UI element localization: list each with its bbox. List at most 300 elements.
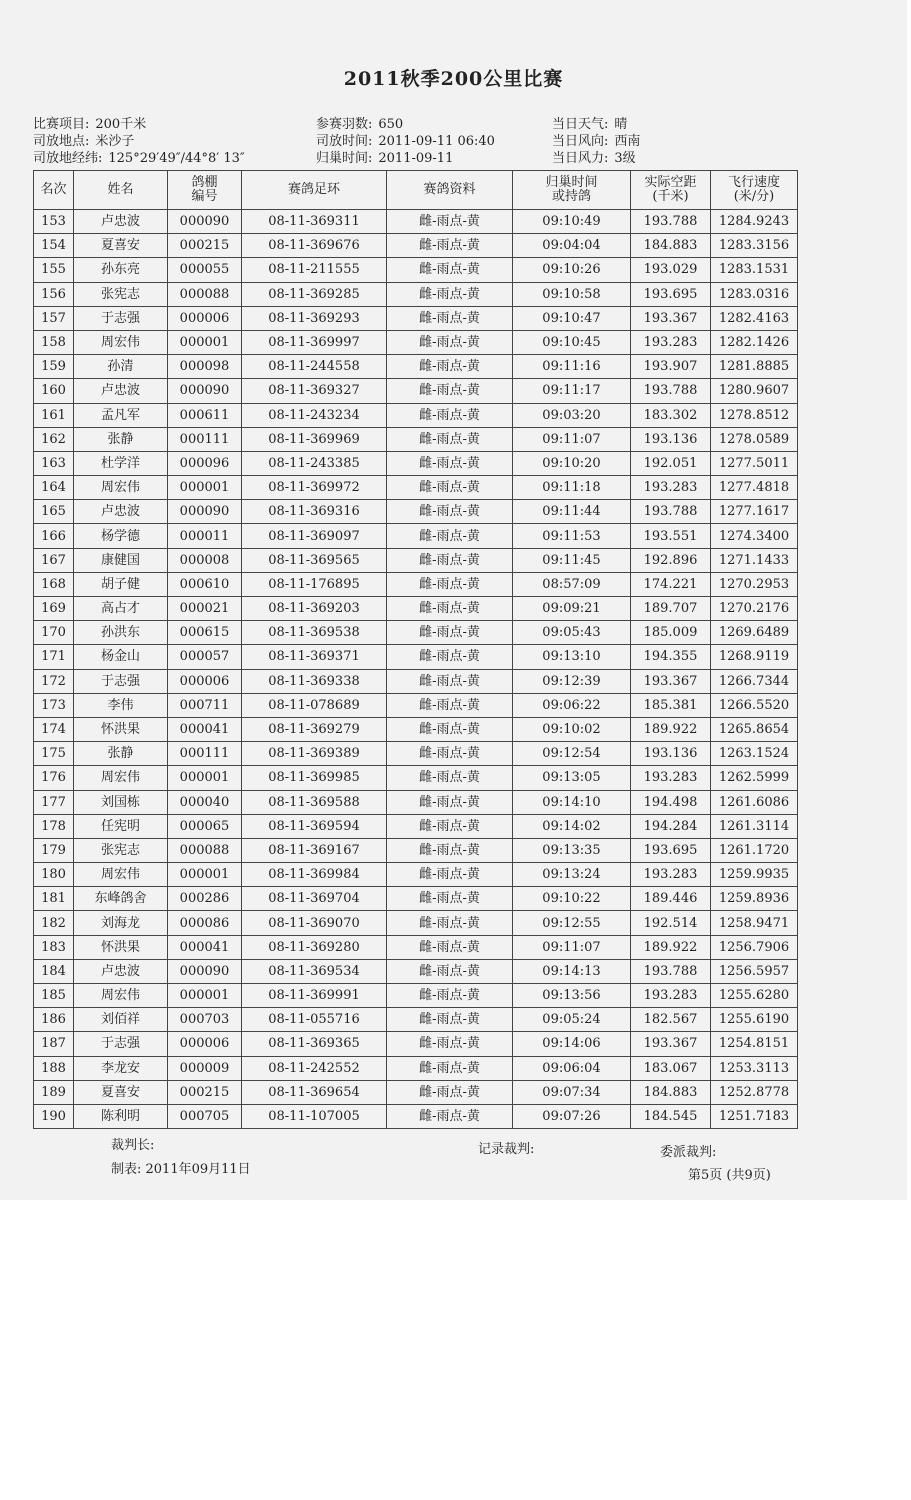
distance-cell: 194.498 [631,790,711,814]
table-row [34,330,798,354]
pigeon-info-cell: 雌-雨点-黄 [387,597,513,621]
pigeon-info-cell: 雌-雨点-黄 [387,572,513,596]
rank-cell: 187 [34,1032,74,1056]
pigeon-info-cell: 雌-雨点-黄 [387,766,513,790]
pigeon-info-cell: 雌-雨点-黄 [387,524,513,548]
rank-cell: 164 [34,476,74,500]
table-row [34,887,798,911]
pigeon-info-cell: 雌-雨点-黄 [387,621,513,645]
ring-cell: 08-11-369338 [242,669,387,693]
loft-id-cell: 000090 [168,210,242,234]
speed-cell: 1261.6086 [711,790,798,814]
rank-cell: 177 [34,790,74,814]
distance-cell: 193.283 [631,984,711,1008]
meta-value: 2011-09-11 [378,151,454,166]
pigeon-info-cell: 雌-雨点-黄 [387,1008,513,1032]
distance-cell: 192.896 [631,548,711,572]
loft-id-cell: 000215 [168,234,242,258]
name-cell: 卢忠波 [74,959,168,983]
ring-cell: 08-11-369704 [242,887,387,911]
distance-cell: 193.907 [631,355,711,379]
name-cell: 张宪志 [74,838,168,862]
speed-cell: 1274.3400 [711,524,798,548]
table-row [34,1008,798,1032]
speed-cell: 1283.1531 [711,258,798,282]
meta-return-time [316,150,453,168]
name-cell: 李伟 [74,693,168,717]
loft-id-cell: 000057 [168,645,242,669]
name-cell: 周宏伟 [74,330,168,354]
speed-cell: 1254.8151 [711,1032,798,1056]
table-row [34,669,798,693]
ring-cell: 08-11-369371 [242,645,387,669]
meta-wind-force [552,150,636,168]
distance-cell: 193.283 [631,863,711,887]
rank-cell: 160 [34,379,74,403]
distance-cell: 193.367 [631,669,711,693]
arrival-time-cell: 09:13:24 [513,863,631,887]
table-row [34,282,798,306]
pigeon-info-cell: 雌-雨点-黄 [387,306,513,330]
pigeon-info-cell: 雌-雨点-黄 [387,742,513,766]
page-number: 第5页 (共9页) [688,1168,771,1183]
meta-label: 司放时间: [316,134,373,149]
ring-cell: 08-11-176895 [242,572,387,596]
loft-id-cell: 000065 [168,814,242,838]
name-cell: 杨金山 [74,645,168,669]
ring-cell: 08-11-369285 [242,282,387,306]
col-header-loft-id: 鸽棚 编号 [168,171,242,210]
name-cell: 卢忠波 [74,379,168,403]
arrival-time-cell: 09:11:17 [513,379,631,403]
pigeon-info-cell: 雌-雨点-黄 [387,355,513,379]
name-cell: 于志强 [74,1032,168,1056]
name-cell: 周宏伟 [74,476,168,500]
distance-cell: 193.283 [631,330,711,354]
name-cell: 张宪志 [74,282,168,306]
table-row [34,258,798,282]
name-cell: 杨学德 [74,524,168,548]
loft-id-cell: 000041 [168,717,242,741]
ring-cell: 08-11-369588 [242,790,387,814]
pigeon-info-cell: 雌-雨点-黄 [387,863,513,887]
arrival-time-cell: 09:11:07 [513,935,631,959]
rank-cell: 174 [34,717,74,741]
name-cell: 夏喜安 [74,1080,168,1104]
distance-cell: 183.302 [631,403,711,427]
arrival-time-cell: 09:07:26 [513,1104,631,1128]
speed-cell: 1271.1433 [711,548,798,572]
pigeon-info-cell: 雌-雨点-黄 [387,330,513,354]
speed-cell: 1280.9607 [711,379,798,403]
loft-id-cell: 000088 [168,838,242,862]
rank-cell: 156 [34,282,74,306]
pigeon-info-cell: 雌-雨点-黄 [387,645,513,669]
arrival-time-cell: 09:07:34 [513,1080,631,1104]
ring-cell: 08-11-078689 [242,693,387,717]
distance-cell: 193.283 [631,476,711,500]
loft-id-cell: 000001 [168,984,242,1008]
speed-cell: 1255.6190 [711,1008,798,1032]
pigeon-info-cell: 雌-雨点-黄 [387,451,513,475]
name-cell: 胡子健 [74,572,168,596]
col-header-speed: 飞行速度 (米/分) [711,171,798,210]
pigeon-info-cell: 雌-雨点-黄 [387,669,513,693]
ring-cell: 08-11-243385 [242,451,387,475]
speed-cell: 1263.1524 [711,742,798,766]
recorder-label: 记录裁判: [478,1142,535,1157]
table-row [34,1104,798,1128]
speed-cell: 1282.4163 [711,306,798,330]
rank-cell: 186 [34,1008,74,1032]
table-row [34,524,798,548]
distance-cell: 189.446 [631,887,711,911]
pigeon-info-cell: 雌-雨点-黄 [387,234,513,258]
col-header-pigeon-info: 赛鸽资料 [387,171,513,210]
distance-cell: 174.221 [631,572,711,596]
loft-id-cell: 000011 [168,524,242,548]
rank-cell: 170 [34,621,74,645]
arrival-time-cell: 09:04:04 [513,234,631,258]
distance-cell: 193.788 [631,379,711,403]
meta-value: 3级 [614,151,636,166]
table-row [34,572,798,596]
distance-cell: 193.695 [631,838,711,862]
loft-id-cell: 000008 [168,548,242,572]
ring-cell: 08-11-369565 [242,548,387,572]
meta-value: 200千米 [95,117,147,132]
ring-cell: 08-11-242552 [242,1056,387,1080]
ring-cell: 08-11-369167 [242,838,387,862]
distance-cell: 184.545 [631,1104,711,1128]
meta-label: 当日风力: [552,151,609,166]
meta-label: 当日天气: [552,117,609,132]
arrival-time-cell: 09:14:13 [513,959,631,983]
speed-cell: 1253.3113 [711,1056,798,1080]
table-row [34,1080,798,1104]
meta-label: 司放地点: [33,134,90,149]
table-row [34,379,798,403]
loft-id-cell: 000001 [168,330,242,354]
rank-cell: 161 [34,403,74,427]
rank-cell: 185 [34,984,74,1008]
loft-id-cell: 000705 [168,1104,242,1128]
meta-weather [552,116,627,134]
distance-cell: 193.788 [631,210,711,234]
table-row [34,959,798,983]
speed-cell: 1277.5011 [711,451,798,475]
distance-cell: 193.367 [631,1032,711,1056]
table-row [34,427,798,451]
distance-cell: 194.355 [631,645,711,669]
distance-cell: 193.367 [631,306,711,330]
ring-cell: 08-11-369676 [242,234,387,258]
loft-id-cell: 000001 [168,476,242,500]
arrival-time-cell: 09:10:20 [513,451,631,475]
speed-cell: 1270.2176 [711,597,798,621]
rank-cell: 166 [34,524,74,548]
name-cell: 怀洪果 [74,717,168,741]
loft-id-cell: 000009 [168,1056,242,1080]
pigeon-info-cell: 雌-雨点-黄 [387,814,513,838]
pigeon-info-cell: 雌-雨点-黄 [387,210,513,234]
speed-cell: 1251.7183 [711,1104,798,1128]
distance-cell: 192.514 [631,911,711,935]
meta-value: 125°29′49″/44°8′ 13″ [108,151,245,166]
meta-label: 当日风向: [552,134,609,149]
name-cell: 周宏伟 [74,984,168,1008]
table-row [34,742,798,766]
name-cell: 孟凡军 [74,403,168,427]
distance-cell: 193.136 [631,427,711,451]
arrival-time-cell: 09:11:16 [513,355,631,379]
meta-label: 归巢时间: [316,151,373,166]
col-header-rank: 名次 [34,171,74,210]
rank-cell: 189 [34,1080,74,1104]
arrival-time-cell: 08:57:09 [513,572,631,596]
rank-cell: 154 [34,234,74,258]
name-cell: 于志强 [74,306,168,330]
ring-cell: 08-11-369097 [242,524,387,548]
results-table-body [34,210,798,1129]
arrival-time-cell: 09:11:07 [513,427,631,451]
table-row [34,693,798,717]
pigeon-info-cell: 雌-雨点-黄 [387,790,513,814]
speed-cell: 1262.5999 [711,766,798,790]
pigeon-info-cell: 雌-雨点-黄 [387,1080,513,1104]
table-row [34,838,798,862]
arrival-time-cell: 09:12:55 [513,911,631,935]
speed-cell: 1255.6280 [711,984,798,1008]
speed-cell: 1282.1426 [711,330,798,354]
name-cell: 张静 [74,427,168,451]
loft-id-cell: 000215 [168,1080,242,1104]
ring-cell: 08-11-369534 [242,959,387,983]
table-row [34,911,798,935]
speed-cell: 1261.1720 [711,838,798,862]
distance-cell: 193.788 [631,500,711,524]
pigeon-info-cell: 雌-雨点-黄 [387,959,513,983]
pigeon-info-cell: 雌-雨点-黄 [387,476,513,500]
name-cell: 张静 [74,742,168,766]
rank-cell: 176 [34,766,74,790]
table-row [34,210,798,234]
meta-wind-direction [552,133,640,151]
rank-cell: 159 [34,355,74,379]
rank-cell: 157 [34,306,74,330]
arrival-time-cell: 09:11:45 [513,548,631,572]
speed-cell: 1256.7906 [711,935,798,959]
arrival-time-cell: 09:10:58 [513,282,631,306]
arrival-time-cell: 09:11:44 [513,500,631,524]
pigeon-info-cell: 雌-雨点-黄 [387,548,513,572]
name-cell: 孙洪东 [74,621,168,645]
table-row [34,984,798,1008]
speed-cell: 1283.3156 [711,234,798,258]
distance-cell: 194.284 [631,814,711,838]
name-cell: 夏喜安 [74,234,168,258]
distance-cell: 189.922 [631,717,711,741]
pigeon-info-cell: 雌-雨点-黄 [387,693,513,717]
loft-id-cell: 000090 [168,500,242,524]
loft-id-cell: 000096 [168,451,242,475]
loft-id-cell: 000611 [168,403,242,427]
name-cell: 陈利明 [74,1104,168,1128]
distance-cell: 185.381 [631,693,711,717]
table-row [34,355,798,379]
name-cell: 周宏伟 [74,863,168,887]
ring-cell: 08-11-369969 [242,427,387,451]
speed-cell: 1278.0589 [711,427,798,451]
loft-id-cell: 000711 [168,693,242,717]
distance-cell: 185.009 [631,621,711,645]
loft-id-cell: 000111 [168,742,242,766]
distance-cell: 184.883 [631,234,711,258]
speed-cell: 1259.8936 [711,887,798,911]
rank-cell: 153 [34,210,74,234]
name-cell: 卢忠波 [74,500,168,524]
rank-cell: 155 [34,258,74,282]
loft-id-cell: 000006 [168,1032,242,1056]
table-header-row [34,171,798,210]
loft-id-cell: 000006 [168,669,242,693]
speed-cell: 1259.9935 [711,863,798,887]
ring-cell: 08-11-244558 [242,355,387,379]
made-date: 制表: 2011年09月11日 [111,1162,251,1177]
ring-cell: 08-11-107005 [242,1104,387,1128]
speed-cell: 1283.0316 [711,282,798,306]
pigeon-info-cell: 雌-雨点-黄 [387,887,513,911]
rank-cell: 172 [34,669,74,693]
loft-id-cell: 000055 [168,258,242,282]
ring-cell: 08-11-369997 [242,330,387,354]
distance-cell: 184.883 [631,1080,711,1104]
arrival-time-cell: 09:10:02 [513,717,631,741]
ring-cell: 08-11-369203 [242,597,387,621]
name-cell: 任宪明 [74,814,168,838]
rank-cell: 175 [34,742,74,766]
ring-cell: 08-11-369972 [242,476,387,500]
speed-cell: 1269.6489 [711,621,798,645]
loft-id-cell: 000615 [168,621,242,645]
ring-cell: 08-11-369984 [242,863,387,887]
speed-cell: 1277.4818 [711,476,798,500]
ring-cell: 08-11-369316 [242,500,387,524]
table-row [34,597,798,621]
loft-id-cell: 000001 [168,766,242,790]
loft-id-cell: 000086 [168,911,242,935]
arrival-time-cell: 09:13:56 [513,984,631,1008]
speed-cell: 1266.5520 [711,693,798,717]
rank-cell: 182 [34,911,74,935]
loft-id-cell: 000286 [168,887,242,911]
ring-cell: 08-11-369327 [242,379,387,403]
chief-referee-label: 裁判长: [111,1138,155,1153]
arrival-time-cell: 09:10:47 [513,306,631,330]
arrival-time-cell: 09:05:43 [513,621,631,645]
distance-cell: 183.067 [631,1056,711,1080]
meta-value: 西南 [614,134,641,149]
rank-cell: 188 [34,1056,74,1080]
name-cell: 刘国栋 [74,790,168,814]
meta-release-place [33,133,134,151]
rank-cell: 179 [34,838,74,862]
arrival-time-cell: 09:13:10 [513,645,631,669]
ring-cell: 08-11-369365 [242,1032,387,1056]
distance-cell: 193.695 [631,282,711,306]
speed-cell: 1265.8654 [711,717,798,741]
arrival-time-cell: 09:10:45 [513,330,631,354]
table-row [34,863,798,887]
loft-id-cell: 000041 [168,935,242,959]
pigeon-info-cell: 雌-雨点-黄 [387,984,513,1008]
pigeon-info-cell: 雌-雨点-黄 [387,500,513,524]
table-row [34,766,798,790]
table-row [34,476,798,500]
loft-id-cell: 000098 [168,355,242,379]
table-row [34,306,798,330]
table-row [34,621,798,645]
ring-cell: 08-11-369279 [242,717,387,741]
name-cell: 刘海龙 [74,911,168,935]
pigeon-info-cell: 雌-雨点-黄 [387,282,513,306]
col-header-arrival-time: 归巢时间 或持鸽 [513,171,631,210]
distance-cell: 193.136 [631,742,711,766]
name-cell: 卢忠波 [74,210,168,234]
ring-cell: 08-11-369985 [242,766,387,790]
table-row [34,548,798,572]
speed-cell: 1256.5957 [711,959,798,983]
arrival-time-cell: 09:13:35 [513,838,631,862]
speed-cell: 1277.1617 [711,500,798,524]
col-header-ring: 赛鸽足环 [242,171,387,210]
ring-cell: 08-11-369070 [242,911,387,935]
loft-id-cell: 000090 [168,379,242,403]
pigeon-info-cell: 雌-雨点-黄 [387,935,513,959]
loft-id-cell: 000610 [168,572,242,596]
ring-cell: 08-11-369293 [242,306,387,330]
table-row [34,935,798,959]
arrival-time-cell: 09:10:49 [513,210,631,234]
distance-cell: 193.283 [631,766,711,790]
arrival-time-cell: 09:05:24 [513,1008,631,1032]
meta-race-item [33,116,146,134]
meta-label: 比赛项目: [33,117,90,132]
rank-cell: 165 [34,500,74,524]
distance-cell: 189.922 [631,935,711,959]
pigeon-info-cell: 雌-雨点-黄 [387,1104,513,1128]
rank-cell: 173 [34,693,74,717]
speed-cell: 1266.7344 [711,669,798,693]
distance-cell: 193.551 [631,524,711,548]
name-cell: 高占才 [74,597,168,621]
arrival-time-cell: 09:12:54 [513,742,631,766]
arrival-time-cell: 09:14:02 [513,814,631,838]
rank-cell: 167 [34,548,74,572]
ring-cell: 08-11-211555 [242,258,387,282]
pigeon-info-cell: 雌-雨点-黄 [387,403,513,427]
name-cell: 刘佰祥 [74,1008,168,1032]
loft-id-cell: 000021 [168,597,242,621]
meta-value: 650 [378,117,404,132]
col-header-distance: 实际空距 (千米) [631,171,711,210]
table-row [34,451,798,475]
distance-cell: 189.707 [631,597,711,621]
ring-cell: 08-11-369538 [242,621,387,645]
rank-cell: 158 [34,330,74,354]
results-table [33,170,798,1129]
arrival-time-cell: 09:14:06 [513,1032,631,1056]
